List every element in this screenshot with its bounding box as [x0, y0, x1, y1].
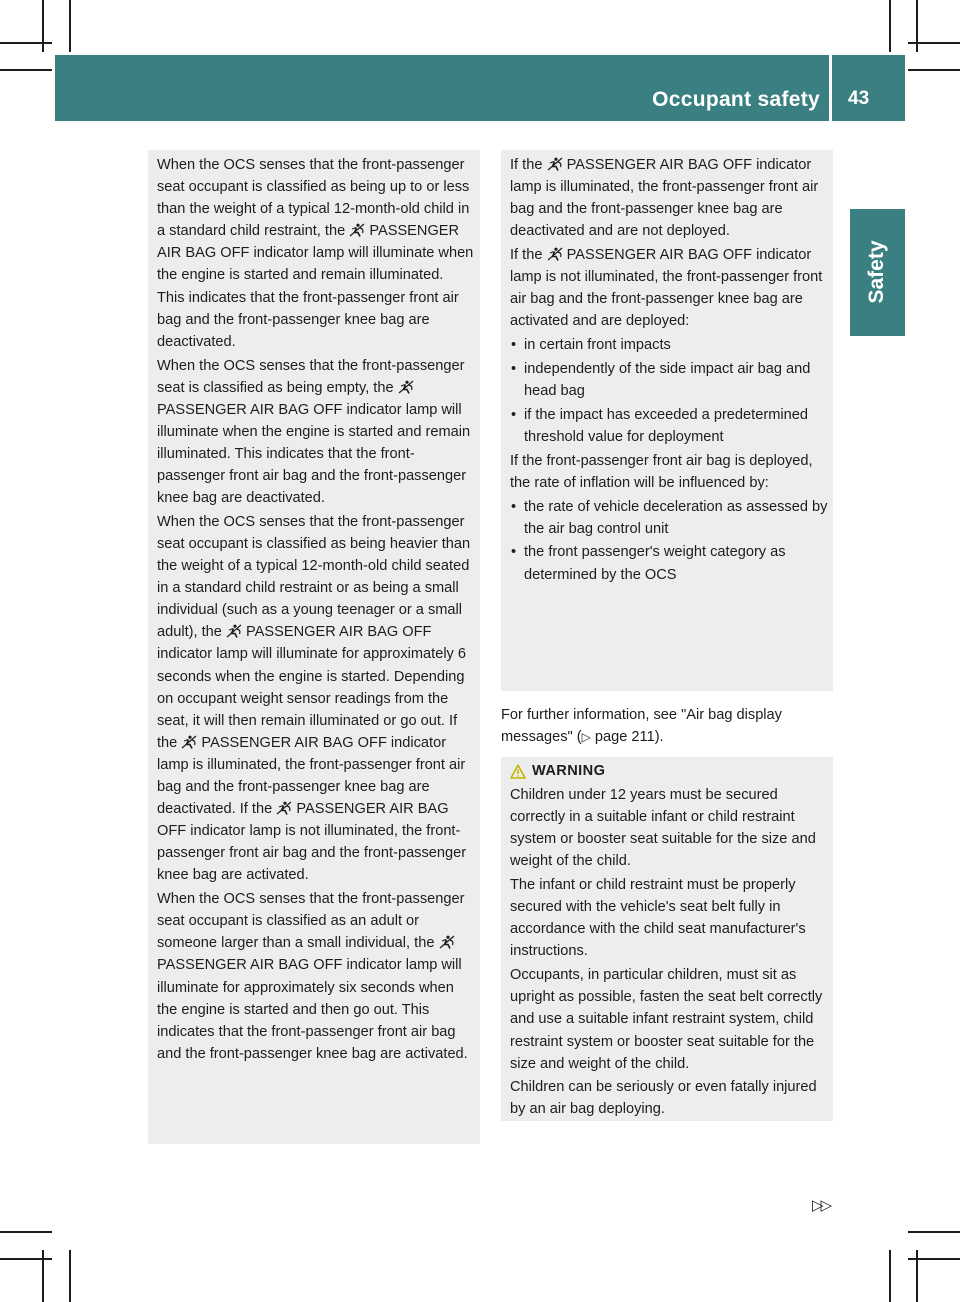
paragraph: The infant or child restraint must be properly secured with the vehicle's seat belt fully in accordance with the child seat manufacturer's instructions. — [510, 877, 806, 960]
crop-mark — [0, 69, 52, 71]
list-item: • the front passenger's weight category as determined by the OCS — [510, 541, 828, 585]
warning-triangle-icon — [510, 764, 526, 779]
page-number: 43 — [848, 88, 870, 109]
crop-mark — [42, 0, 44, 52]
crop-mark — [908, 1231, 960, 1233]
passenger-airbag-off-icon — [439, 935, 455, 949]
chapter-tab-label: Safety — [865, 240, 888, 304]
passenger-airbag-off-icon — [398, 380, 414, 394]
section-title: Occupant safety — [652, 88, 820, 111]
page-reference-link[interactable]: page 211). — [594, 729, 664, 746]
list-item: • in certain front impacts — [510, 334, 828, 356]
paragraph: When the OCS senses that the front-passenger seat occupant is classified as being heavier than the weight of a typical 12-month-old child seated in a standard child restraint or as being a small individual (such as a young teenager or a small adult), the PASSENGER AIR BAG OFF indicator lamp will illuminate for approximately 6 seconds when the engine is started. Depending on occupant weight sensor readings from the seat, it will then remain illuminated or go out. If the PASSENGER AIR BAG OFF indicator lamp is illuminated, the front-passenger front air bag and the front-passenger knee bag are deactivated. If the PASSENGER AIR BAG OFF indicator lamp is not illuminated, the front-passenger front air bag and the front-passenger knee bag are activated. — [157, 513, 471, 884]
warning-heading: WARNING — [510, 760, 828, 782]
passenger-airbag-off-icon — [547, 247, 563, 261]
crop-mark — [0, 1231, 52, 1233]
crop-mark — [0, 1258, 52, 1260]
crop-mark — [69, 1250, 71, 1302]
page-ref-arrow-icon: ▷ — [581, 730, 591, 745]
paragraph: If the front-passenger front air bag is deployed, the rate of inflation will be influenced by: — [510, 452, 813, 491]
crop-mark — [916, 0, 918, 52]
crop-mark — [69, 0, 71, 52]
warning-box — [501, 757, 833, 1121]
crop-mark — [916, 1250, 918, 1302]
passenger-airbag-off-icon — [181, 735, 197, 749]
header-divider — [829, 55, 832, 121]
paragraph: Occupants, in particular children, must sit as upright as possible, fasten the seat belt correctly and use a suitable infant restraint system, child restraint system or booster seat suitable for the size and weight of the child. — [510, 967, 823, 1072]
crop-mark — [42, 1250, 44, 1302]
paragraph: If the PASSENGER AIR BAG OFF indicator lamp is illuminated, the front-passenger front air bag and the front-passenger knee bag are deactivated and are not deployed. — [510, 157, 819, 240]
paragraph: When the OCS senses that the front-passenger seat is classified as being empty, the PASSENGER AIR BAG OFF indicator lamp will illuminate when the engine is started and remain illuminated. This indicates that the front-passenger front air bag and the front-passenger knee bag are deactivated. — [157, 357, 471, 507]
paragraph: When the OCS senses that the front-passenger seat occupant is classified as being up to or less than the weight of a typical 12-month-old child in a standard child restraint, the PASSENGER AIR BAG OFF indicator lamp will illuminate when the engine is started and remain illuminated. This indicates that the front-passenger front air bag and the front-passenger knee bag are deactivated. — [157, 157, 474, 350]
ocs-classification-box — [148, 150, 480, 1144]
list-item: • independently of the side impact air bag and head bag — [510, 358, 828, 402]
passenger-airbag-off-icon — [547, 157, 563, 171]
list-item: • the rate of vehicle deceleration as assessed by the air bag control unit — [510, 496, 828, 540]
paragraph: When the OCS senses that the front-passenger seat occupant is classified as an adult or someone larger than a small individual, the PASSENGER AIR BAG OFF indicator lamp will illuminate for approximately six seconds when the engine is started and then go out. This indicates that the front-passenger front air bag and the front-passenger knee bag are activated. — [157, 891, 468, 1062]
passenger-airbag-off-icon — [226, 624, 242, 638]
crop-mark — [889, 1250, 891, 1302]
crop-mark — [908, 69, 960, 71]
crop-mark — [0, 42, 52, 44]
list-item: • if the impact has exceeded a predetermined threshold value for deployment — [510, 404, 828, 448]
passenger-airbag-off-icon — [349, 223, 365, 237]
airbag-status-box — [501, 150, 833, 691]
continue-arrows-icon: ▷▷ — [812, 1197, 830, 1214]
paragraph: Children under 12 years must be secured correctly in a suitable infant or child restraint system or booster seat suitable for the size and weight of the child. — [510, 787, 816, 870]
paragraph: If the PASSENGER AIR BAG OFF indicator lamp is not illuminated, the front-passenger front air bag and the front-passenger knee bag are activated and are deployed: — [510, 247, 823, 330]
further-info-paragraph: For further information, see "Air bag display messages" (▷ page 211). — [501, 707, 782, 746]
passenger-airbag-off-icon — [276, 801, 292, 815]
paragraph: Children can be seriously or even fatally injured by an air bag deploying. — [510, 1079, 817, 1118]
crop-mark — [889, 0, 891, 52]
